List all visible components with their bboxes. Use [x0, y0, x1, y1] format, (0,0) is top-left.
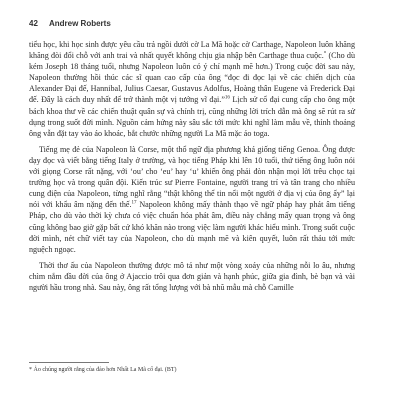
paragraph-1: tiểu học, khi học sinh được yêu cầu trả ngồi dưới cờ La Mã hoặc cờ Carthage, Napoleon luôn khăng khăng đòi đổi chỗ với anh trai và nhất quyết không chịu gia nhập bên Carthage thua cuộc.* (Cho dù kém Joseph 18 tháng tuổi, nhưng Napoleon luôn có ý chí mạnh mẽ hơn.) Trong cuộc đời sau này, Napoleon thường hồi thúc các sĩ quan cao cấp của ông “đọc đi đọc lại về các chiến dịch của Alexander Đại đế, Hannibal, Julius Caesar, Gustavus Adolfus, Hoàng thân Eugene và Frederick Đại đế. Đây là cách duy nhất để trở thành một vị tướng vĩ đại.”$^{16}$ Lịch sử cổ đại cung cấp cho ông một bách khoa thư về các chiến thuật quân sự và chính trị, cũng những lời trích dẫn mà ông sẽ rút ra sử dụng trong suốt đời mình. Nguồn cảm hứng này sâu sắc tới mức khi nghĩ làm mẫu về, thỉnh thoảng ông vẫn đặt tay vào áo khoác, bắt chước những người La Mã mặc áo toga. [29, 40, 355, 138]
endnote-marker: 17 [131, 200, 137, 206]
paragraph-2: Tiếng mẹ đẻ của Napoleon là Corse, một thổ ngữ địa phương khá giống tiếng Genoa. Ông được dạy đọc và viết bằng tiếng Italy ở trường, và học tiếng Pháp khi lên 10 tuổi, thứ tiếng ông luôn nói với giọng Corse rất nặng, với ‘ou’ cho ‘eu’ hay ‘u’ khiến ông phải đòn nhận mọi lời trêu chọc tại trường học và trong quân đội. Kiến trúc sư Pierre Fontaine, người trang trí và tân trang cho nhiều cung điện của Napoleon, từng nghĩ rằng “thật không thể tin nổi một người ở địa vị của ông ấy” lại nói với khẩu âm nặng đến thế.$^{17}$ Napoleon không mấy thành thạo về ngữ pháp hay phát âm tiếng Pháp, cho dù vào thời kỳ chưa có việc chuẩn hóa phát âm, điều này chẳng mấy quan trọng và ông cũng không bao giờ gặp bất cứ khó khăn nào trong việc làm người khác hiểu mình. Trong suốt cuộc đời mình, nét chữ viết tay của Napoleon, cho dù mạnh mẽ và kiên quyết, luôn rất thảu tới mức nguệch ngoạc. [29, 144, 355, 254]
footnote-divider [29, 362, 109, 363]
page-number: 42 [29, 19, 38, 28]
footnote-marker: * [323, 51, 327, 57]
running-head: Andrew Roberts [49, 19, 111, 28]
endnote-marker: 16 [224, 95, 230, 101]
footnote: * Ảo chúng người rằng của đảo hơn Nhất La Mã cổ đại. (BT) [29, 367, 177, 373]
paragraph-3: Thời thơ ấu của Napoleon thường được mô tả như một vòng xoáy của những nỗi lo âu, nhưng chìm nắm đầu đời của ông ở Ajaccio trôi qua đơn giản và hạnh phúc, giữa gia đình, bè bạn và vài người hầu trong nhà. Sau này, ông rất tổng lượng với bà nhũ mẫu mà chỗ Camille [29, 260, 355, 292]
body-text [29, 39, 355, 293]
page-header [29, 19, 380, 33]
